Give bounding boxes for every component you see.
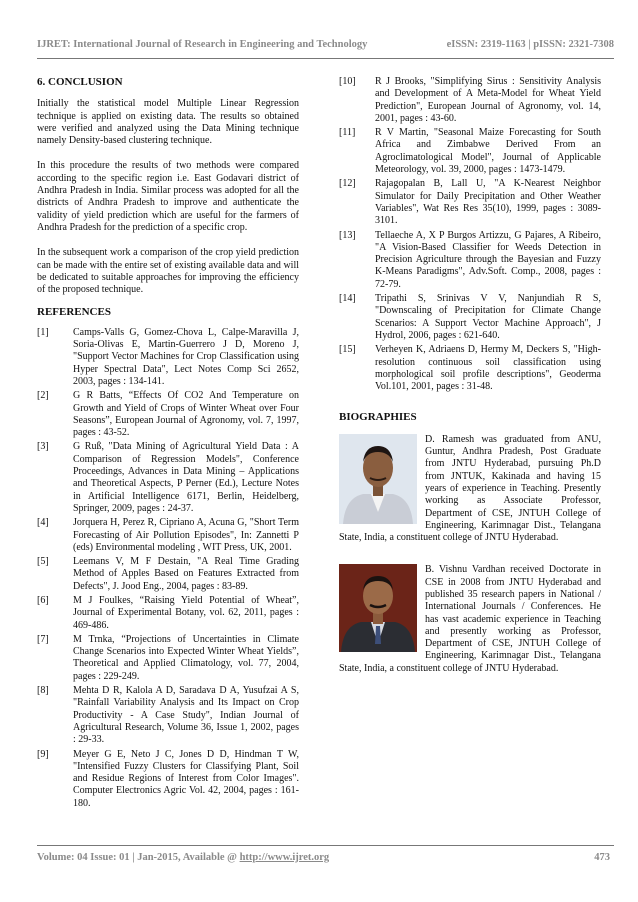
conclusion-paragraph: In this procedure the results of two methods were compared according to the specific region i.e. East Godavari district of Andhra Pradesh in India. Similar process was adopted for all the districts of Andhra Pradesh to improve and authenticate the validity of yield prediction which are useful for the farmers of Andhra Pradesh for the prediction of a specific crop. [37,160,299,233]
reference-item: [5] Leemans V, M F Destain, "A Real Time Grading Method of Apples Based on Features Extracted from Defects", J. Jood Eng., 2004, pages : 83-89. [37,556,299,592]
journal-title: IJRET: International Journal of Research in Engineering and Technology [37,39,368,50]
biography-item [339,564,601,675]
reference-item: [3] G Ruß, "Data Mining of Agricultural Yield Data : A Comparison of Regression Models", Conference Proceedings, Advances in Data Mining – Applications and Theoretical Aspects, P Perner (Ed.), Lecture Notes in Artificial Intelligence 6171, Berlin, Heidelberg, Springer, 2009, pages : 24-37. [37,441,299,514]
reference-item: [8] Mehta D R, Kalola A D, Saradava D A, Yusufzai A S, "Rainfall Variability Analysis and Its Impact on Crop Productivity - A Case Study", Indian Journal of Agricultural Research, Volume 36, Issue 1, 2002, pages : 29-33. [37,685,299,746]
reference-item: [2] G R Batts, “Effects Of CO2 And Temperature on Growth and Yield of Crops of Winter Wheat over Four Seasons”, European Journal of Agronomy, vol. 7, 1997, pages : 43-52. [37,390,299,439]
right-column [339,76,601,695]
author-photo [339,434,417,524]
reference-item: [12] Rajagopalan B, Lall U, "A K-Nearest Neighbor Simulator for Daily Precipitation and Other Weather Variables", Wat Res Res 35(10), 1999, pages : 3089-3101. [339,178,601,227]
page-header [37,39,614,50]
page-footer [37,852,610,863]
footer-volume: Volume: 04 Issue: 01 | Jan-2015, Available @ http://www.ijret.org [37,852,330,863]
page-number: 473 [594,852,610,863]
issn: eISSN: 2319-1163 | pISSN: 2321-7308 [446,39,614,50]
reference-item: [13] Tellaeche A, X P Burgos Artizzu, G Pajares, A Ribeiro, "A Vision-Based Classifier for Weeds Detection in Precision Agriculture through the Bayesian and Fuzzy K-Means Paradigms", Adv.Soft. Comp., 2008, pages : 72-79. [339,229,601,290]
reference-item: [10] R J Brooks, "Simplifying Sirus : Sensitivity Analysis and Development of A Meta-Model for Wheat Yield Prediction", European Journal of Agronomy, vol. 14, 2001, pages : 43-60. [339,76,601,124]
reference-item: [1] Camps-Valls G, Gomez-Chova L, Calpe-Maravilla J, Soria-Olivas E, Martin-Guerrero J D, Moreno J, "Support Vector Machines for Crop Classification using Hyper Spectral Data", Lect Notes Comp Sci 2652, 2003, pages : 134-141. [37,326,299,387]
biographies-heading: BIOGRAPHIES [339,411,417,424]
reference-item: [7] M Trnka, “Projections of Uncertainties in Climate Change Scenarios into Expected Winter Wheat Yields”, Theoretical and Applied Climatology, vol. 77, 2004, pages : 229-249. [37,633,299,682]
footer-rule [37,845,614,846]
reference-item: [15] Verheyen K, Adriaens D, Hermy M, Deckers S, "High-resolution continuous soil classification using morphological soil profile descriptions", Geoderma Vol.101, 2001, pages : 31-48. [339,344,601,393]
reference-item: [11] R V Martin, "Seasonal Maize Forecasting for South Africa and Zimbabwe Derived From an Agroclimatological Model", Journal of Applicable Meteorology, vol. 39, 2000, pages : 1473-1479. [339,127,601,176]
reference-item: [4] Jorquera H, Perez R, Cipriano A, Acuna G, "Short Term Forecasting of Air Pollution Episodes", In: Zannetti P (eds) Environmental modeling , WIT Press, UK, 2001. [37,517,299,553]
biography-text: B. Vishnu Vardhan received Doctorate in CSE in 2008 from JNTU Hyderabad and published 35 research papers in National / International Journals / Conferences. He has vast academic experience in Teaching and presently working as Professor, Department of CSE, JNTUH College of Engineering, Karimnagar Dist., Telangana State, India, a constituent college of JNTU Hyderabad. [339,564,601,674]
conclusion-paragraph: In the subsequent work a comparison of the crop yield prediction can be made with the entire set of existing available data and will be dedicated to suitable approaches for improving the efficiency of the proposed technique. [37,247,299,296]
reference-item: [6] M J Foulkes, “Raising Yield Potential of Wheat”, Journal of Experimental Botany, vol. 62, 2011, pages : 469-486. [37,594,299,631]
journal-link[interactable]: http://www.ijret.org [239,852,330,863]
left-column [37,76,299,812]
conclusion-paragraph: Initially the statistical model Multiple Linear Regression technique is applied on existing data. The results so obtained were verified and analyzed using the Data Mining technique namely Density-based clustering technique. [37,98,299,147]
conclusion-heading: 6. CONCLUSION [37,76,123,88]
reference-item: [9] Meyer G E, Neto J C, Jones D D, Hindman T W, "Intensified Fuzzy Clusters for Classifying Plant, Soil and Residue Regions of Interest from Color Images". Computer Electronics Agric Vol. 42, 2004, pages : 161-180. [37,748,299,809]
header-rule [37,58,614,59]
reference-item: [14] Tripathi S, Srinivas V V, Nanjundiah R S, "Downscaling of Precipitation for Climate Change Scenarios: A Support Vector Machine Approach", J Hydrol, 2006, pages : 621-640. [339,293,601,341]
references-heading: REFERENCES [37,306,111,319]
author-photo [339,564,417,652]
biography-item [339,434,601,545]
biography-text: D. Ramesh was graduated from ANU, Guntur, Andhra Pradesh, Post Graduate from JNTU Hyderabad, pursuing Ph.D from JNTUK, Kakinada and having 15 years of experience in Teaching. Presently working as Associate Professor, Department of CSE, JNTUH College of Engineering, Karimnagar Dist., Telangana State, India, a constituent college of JNTU Hyderabad. [339,433,601,544]
